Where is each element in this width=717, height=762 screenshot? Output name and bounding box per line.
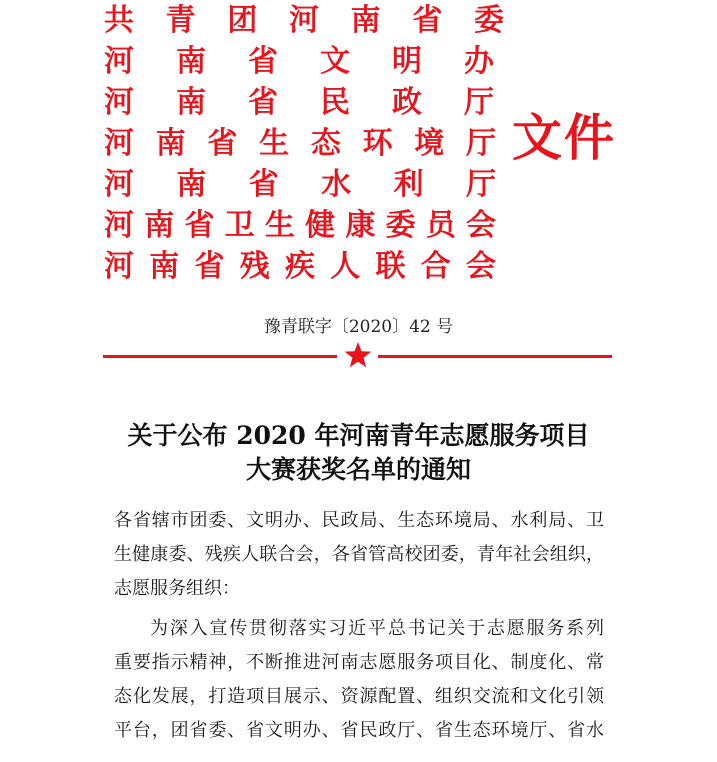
paragraph-line: 态化发展，打造项目展示、资源配置、组织交流和文化引领	[114, 686, 604, 707]
paragraph-line: 为深入宣传贯彻落实习近平总书记关于志愿服务系列	[150, 618, 604, 639]
red-divider-left	[103, 355, 337, 358]
addressee-line: 各省辖市团委、文明办、民政局、生态环境局、水利局、卫	[114, 510, 604, 531]
document-number: 豫青联字〔2020〕42 号	[263, 317, 454, 337]
issuer-list	[104, 0, 504, 287]
body-paragraph	[114, 612, 604, 748]
issuer-line: 河南省民政厅	[104, 85, 494, 120]
issuer-line: 共青团河南省委	[104, 3, 504, 38]
document-word: 文件	[512, 108, 616, 167]
document-title-line-1: 关于公布 2020 年河南青年志愿服务项目	[127, 421, 590, 450]
addressee-line: 志愿服务组织：	[114, 578, 240, 599]
star-icon	[343, 340, 373, 370]
issuer-line: 河南省卫生健康委员会	[104, 208, 496, 243]
issuer-line: 河南省生态环境厅	[104, 126, 496, 161]
issuer-line: 河南省文明办	[104, 44, 494, 79]
document-title-line-2: 大赛获奖名单的通知	[245, 455, 471, 484]
paragraph-line: 重要指示精神，不断推进河南志愿服务项目化、制度化、常	[114, 652, 604, 673]
addressee-line: 生健康委、残疾人联合会，各省管高校团委，青年社会组织，	[114, 544, 604, 565]
issuer-line: 河南省残疾人联合会	[104, 249, 496, 284]
addressee-block	[114, 504, 604, 606]
red-divider-right	[378, 355, 612, 358]
issuer-line: 河南省水利厅	[104, 167, 496, 202]
paragraph-line: 平台，团省委、省文明办、省民政厅、省生态环境厅、省水	[114, 720, 604, 741]
